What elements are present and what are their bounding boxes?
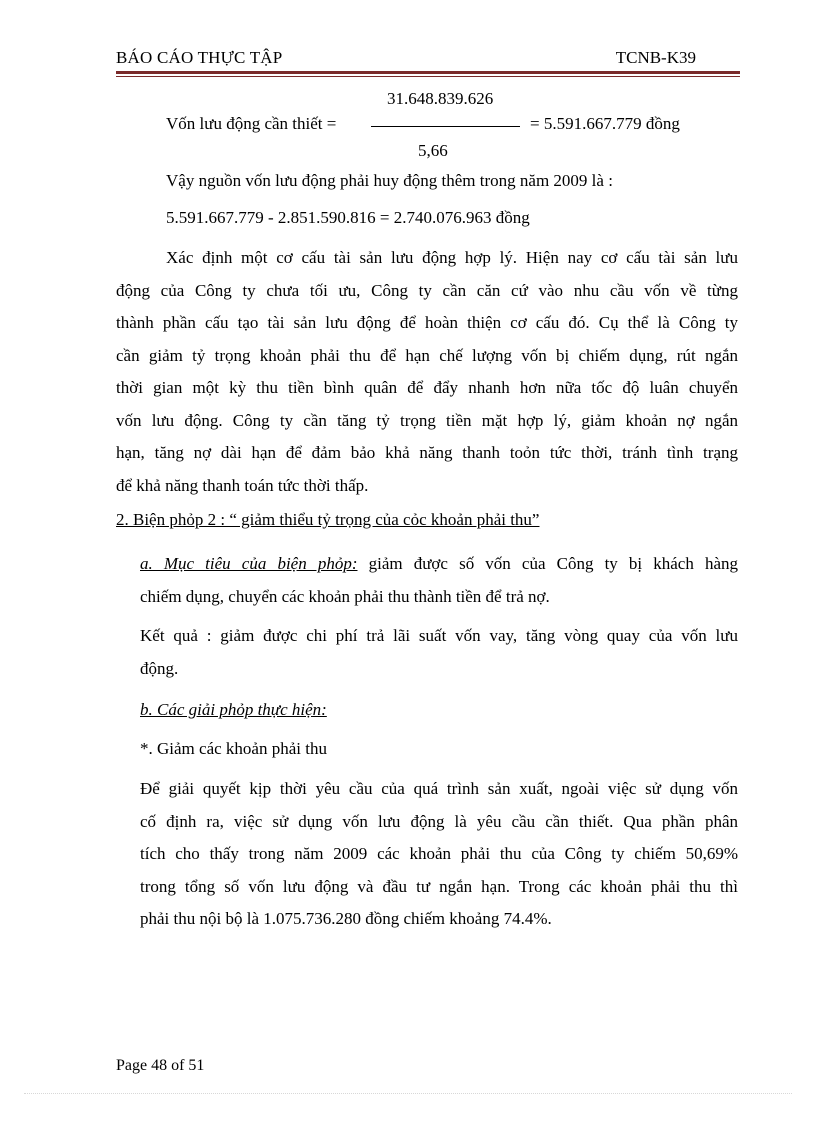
part-b-bullet-block bbox=[140, 733, 738, 766]
paragraph-line: thành phần cấu tạo tài sản lưu động để hoàn thiện cơ cấu đó. Cụ thể là Công ty bbox=[116, 313, 738, 332]
part-b-heading: b. Các giải phỏp thực hiện: bbox=[140, 700, 327, 719]
page-number: Page 48 of 51 bbox=[116, 1057, 205, 1074]
part-b-paragraph bbox=[140, 773, 738, 936]
class-code: TCNB-K39 bbox=[615, 48, 696, 67]
calculation-line: 5.591.667.779 - 2.851.590.816 = 2.740.076.963 đồng bbox=[166, 208, 530, 227]
bullet-item: *. Giảm các khoản phải thu bbox=[140, 739, 327, 758]
part-a-result bbox=[140, 620, 738, 685]
formula-denominator: 5,66 bbox=[418, 141, 448, 160]
part-a-text: giảm được số vốn của Công ty bị khách hàng bbox=[357, 554, 738, 573]
paragraph-line: cần giảm tỷ trọng khoản phải thu để hạn chế lượng vốn bị chiếm dụng, rút ngắn bbox=[116, 345, 738, 365]
page-bottom-border bbox=[24, 1093, 792, 1094]
paragraph-line: Xác định một cơ cấu tài sản lưu động hợp lý. Hiện nay cơ cấu tài sản lưu bbox=[166, 248, 738, 267]
paragraph-line: Để giải quyết kịp thời yêu cầu của quá trình sản xuất, ngoài việc sử dụng vốn bbox=[140, 779, 738, 798]
paragraph-capital-structure bbox=[116, 242, 738, 502]
formula-numerator: 31.648.839.626 bbox=[387, 89, 494, 108]
paragraph-line: hạn, tăng nợ dài hạn để đảm bảo khả năng thanh toỏn tức thời, tránh tình trạng bbox=[116, 443, 738, 462]
paragraph-line: để khả năng thanh toán tức thời thấp. bbox=[116, 475, 369, 495]
paragraph-line: vốn lưu động. Công ty cần tăng tỷ trọng tiền mặt hợp lý, giảm khoản nợ ngắn bbox=[116, 410, 738, 430]
formula-label: Vốn lưu động cần thiết = bbox=[166, 114, 337, 133]
paragraph-line: trong tổng số vốn lưu động và đầu tư ngắn hạn. Trong các khoản phải thu thì bbox=[140, 876, 738, 896]
paragraph-line: động của Công ty chưa tối ưu, Công ty cần căn cứ vào nhu cầu vốn về từng bbox=[116, 280, 738, 300]
paragraph-line: phải thu nội bộ là 1.075.736.280 đồng chiếm khoảng 74.4%. bbox=[140, 909, 552, 928]
part-a-line: chiếm dụng, chuyển các khoản phải thu thành tiền để trả nợ. bbox=[140, 586, 550, 606]
fraction-bar bbox=[371, 126, 520, 127]
part-a-heading: a. Mục tiêu của biện phỏp: bbox=[140, 554, 358, 573]
page-header bbox=[116, 48, 740, 70]
paragraph-line: thời gian một kỳ thu tiền bình quân để đẩy nhanh hơn nữa tốc độ luân chuyển bbox=[116, 378, 738, 397]
result-line: động. bbox=[140, 658, 179, 678]
formula-result: = 5.591.667.779 đồng bbox=[530, 114, 680, 133]
paragraph-line: cố định ra, việc sử dụng vốn lưu động là yêu cầu cần thiết. Qua phần phân bbox=[140, 811, 738, 831]
paragraph-line: tích cho thấy trong năm 2009 các khoản phải thu của Công ty chiếm 50,69% bbox=[140, 844, 738, 863]
header-rule-thick bbox=[116, 71, 740, 74]
part-b-heading-block bbox=[140, 694, 738, 727]
conclusion-line: Vậy nguồn vốn lưu động phải huy động thêm trong năm 2009 là : bbox=[166, 171, 613, 190]
report-title: BÁO CÁO THỰC TẬP bbox=[116, 48, 283, 67]
header-rule-thin bbox=[116, 76, 740, 77]
part-a-objective bbox=[140, 548, 738, 613]
section-heading: 2. Biện phỏp 2 : “ giảm thiểu tỷ trọng của cỏc khoản phải thu” bbox=[116, 510, 540, 529]
result-line: Kết quả : giảm được chi phí trả lãi suất vốn vay, tăng vòng quay của vốn lưu bbox=[140, 626, 738, 645]
